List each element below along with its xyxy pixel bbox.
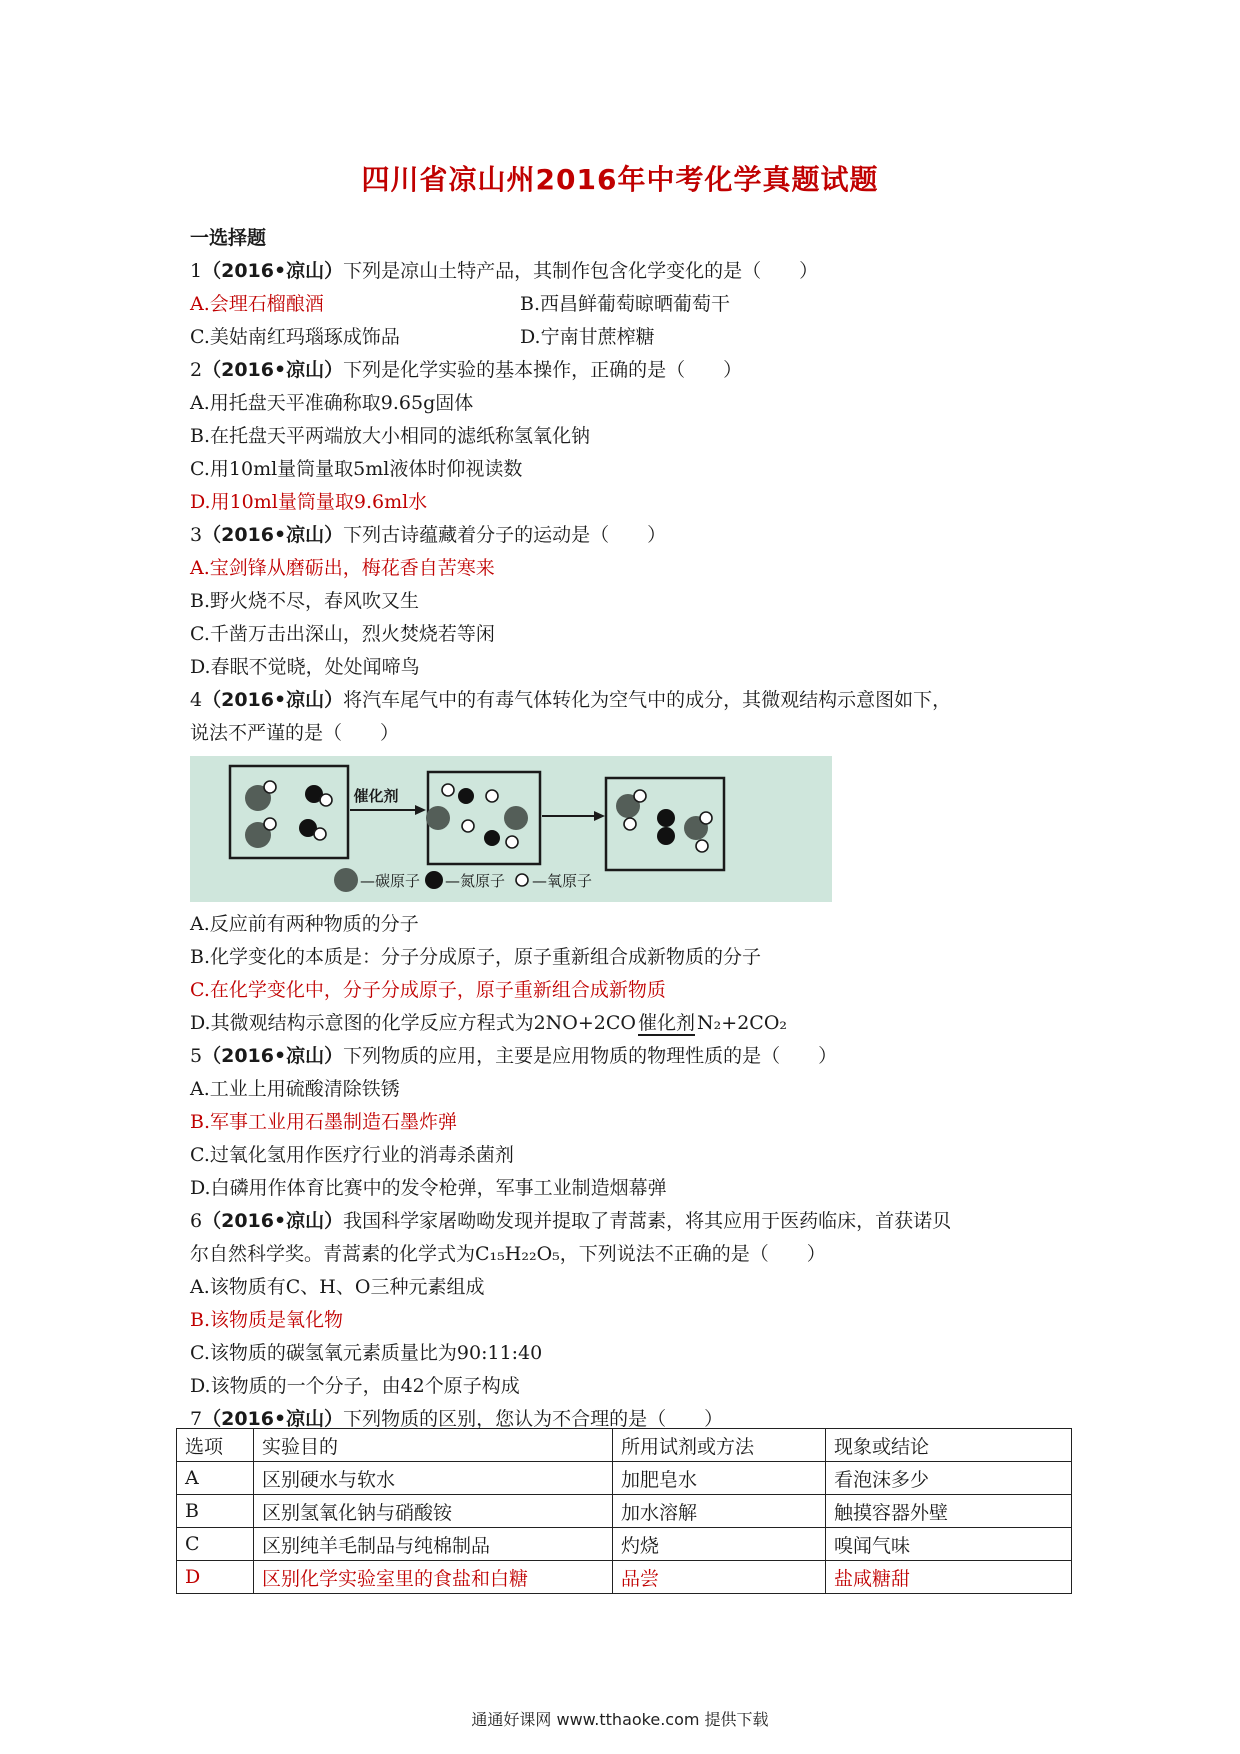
question-text: 下列物质的应用，主要是应用物质的物理性质的是（ ） bbox=[343, 1045, 838, 1067]
legend-oxygen-label: —氧原子 bbox=[532, 872, 593, 890]
question-number: 2 bbox=[190, 359, 203, 381]
question-5-stem bbox=[190, 1040, 1070, 1073]
table-cell: D bbox=[177, 1561, 254, 1594]
option-d: D.白磷用作体育比赛中的发令枪弹，军事工业制造烟幕弹 bbox=[190, 1177, 667, 1199]
oxygen-atom-icon bbox=[264, 818, 276, 830]
question-source-tag: （2016•凉山） bbox=[202, 1408, 344, 1430]
oxygen-atom-icon bbox=[320, 794, 332, 806]
question-number: 6 bbox=[190, 1210, 203, 1232]
question-text: 下列是凉山土特产品，其制作包含化学变化的是（ ） bbox=[343, 260, 819, 282]
section-heading: 一选择题 bbox=[190, 227, 267, 249]
question-1-options-row-2 bbox=[190, 321, 1070, 354]
carbon-atom-icon bbox=[426, 806, 450, 830]
oxygen-atom-icon bbox=[486, 790, 498, 802]
table-cell: 区别氢氧化钠与硝酸铵 bbox=[254, 1495, 613, 1528]
nitrogen-atom-icon bbox=[484, 830, 500, 846]
option-b: B.野火烧不尽，春风吹又生 bbox=[190, 590, 420, 612]
question-number: 4 bbox=[190, 689, 203, 711]
legend-nitrogen-label: —氮原子 bbox=[445, 872, 506, 890]
nitrogen-atom-icon bbox=[657, 827, 675, 845]
molecular-diagram bbox=[190, 756, 1070, 902]
table-row bbox=[177, 1528, 1072, 1561]
table-header-cell: 所用试剂或方法 bbox=[613, 1429, 826, 1462]
option-d: D.用10ml量筒量取9.6ml水 bbox=[190, 491, 428, 513]
oxygen-atom-icon bbox=[462, 820, 474, 832]
option-d: D.该物质的一个分子，由42个原子构成 bbox=[190, 1375, 520, 1397]
option-a: A.用托盘天平准确称取9.65g固体 bbox=[190, 392, 474, 414]
table-cell: 看泡沫多少 bbox=[826, 1462, 1072, 1495]
legend-carbon-icon bbox=[334, 868, 358, 892]
question-4-stem bbox=[190, 684, 1070, 717]
table-cell: 触摸容器外壁 bbox=[826, 1495, 1072, 1528]
table-cell: 区别硬水与软水 bbox=[254, 1462, 613, 1495]
page-footer: 通通好课网 www.tthaoke.com 提供下载 bbox=[471, 1710, 769, 1729]
option-d-equation-right: N₂+2CO₂ bbox=[697, 1012, 788, 1034]
oxygen-atom-icon bbox=[700, 812, 712, 824]
option-b: B.西昌鲜葡萄晾晒葡萄干 bbox=[520, 293, 731, 315]
question-source-tag: （2016•凉山） bbox=[202, 359, 344, 381]
question-4-stem-continued: 说法不严谨的是（ ） bbox=[190, 722, 400, 744]
exam-content bbox=[190, 222, 1070, 1436]
table-header-row bbox=[177, 1429, 1072, 1462]
table-row bbox=[177, 1462, 1072, 1495]
question-6-stem-continued: 尔自然科学奖。青蒿素的化学式为C₁₅H₂₂O₅，下列说法不正确的是（ ） bbox=[190, 1243, 826, 1265]
question-number: 3 bbox=[190, 524, 203, 546]
table-header-cell: 选项 bbox=[177, 1429, 254, 1462]
question-3-stem bbox=[190, 519, 1070, 552]
option-b: B.在托盘天平两端放大小相同的滤纸称氢氧化钠 bbox=[190, 425, 591, 447]
table-cell: B bbox=[177, 1495, 254, 1528]
option-c: C.过氧化氢用作医疗行业的消毒杀菌剂 bbox=[190, 1144, 514, 1166]
question-text: 下列是化学实验的基本操作，正确的是（ ） bbox=[343, 359, 743, 381]
option-c: C.用10ml量筒量取5ml液体时仰视读数 bbox=[190, 458, 523, 480]
table-header-cell: 实验目的 bbox=[254, 1429, 613, 1462]
carbon-atom-icon bbox=[504, 806, 528, 830]
table-cell: 品尝 bbox=[613, 1561, 826, 1594]
catalyst-condition: 催化剂 bbox=[638, 1012, 696, 1034]
option-a: A.该物质有C、H、O三种元素组成 bbox=[190, 1276, 485, 1298]
oxygen-atom-icon bbox=[442, 784, 454, 796]
question-text: 将汽车尾气中的有毒气体转化为空气中的成分，其微观结构示意图如下， bbox=[343, 689, 952, 711]
question-text: 下列物质的区别，您认为不合理的是（ ） bbox=[343, 1408, 724, 1430]
table-cell: 加肥皂水 bbox=[613, 1462, 826, 1495]
catalyst-label: 催化剂 bbox=[353, 787, 399, 805]
question-source-tag: （2016•凉山） bbox=[202, 260, 344, 282]
question-number: 5 bbox=[190, 1045, 203, 1067]
question-source-tag: （2016•凉山） bbox=[202, 524, 344, 546]
page-title: 四川省凉山州2016年中考化学真题试题 bbox=[361, 163, 879, 196]
option-b: B.军事工业用石墨制造石墨炸弹 bbox=[190, 1111, 458, 1133]
legend-nitrogen-icon bbox=[425, 871, 443, 889]
question-1-stem bbox=[190, 255, 1070, 288]
option-a: A.反应前有两种物质的分子 bbox=[190, 913, 419, 935]
question-number: 1 bbox=[190, 260, 203, 282]
question-7-table bbox=[176, 1428, 1072, 1594]
option-d bbox=[190, 1007, 1070, 1040]
question-1-options-row-1 bbox=[190, 288, 1070, 321]
nitrogen-atom-icon bbox=[657, 809, 675, 827]
question-number: 7 bbox=[190, 1408, 203, 1430]
option-d-equation-left: D.其微观结构示意图的化学反应方程式为2NO+2CO bbox=[190, 1012, 637, 1034]
question-source-tag: （2016•凉山） bbox=[202, 1045, 344, 1067]
oxygen-atom-icon bbox=[696, 840, 708, 852]
question-text: 我国科学家屠呦呦发现并提取了青蒿素，将其应用于医药临床，首获诺贝 bbox=[343, 1210, 952, 1232]
table-cell: A bbox=[177, 1462, 254, 1495]
question-2-stem bbox=[190, 354, 1070, 387]
reaction-diagram-image bbox=[190, 756, 832, 902]
option-b: B.化学变化的本质是：分子分成原子，原子重新组合成新物质的分子 bbox=[190, 946, 762, 968]
option-a: A.会理石榴酿酒 bbox=[190, 293, 324, 315]
question-6-stem bbox=[190, 1205, 1070, 1238]
option-c: C.美姑南红玛瑙琢成饰品 bbox=[190, 326, 400, 348]
oxygen-atom-icon bbox=[624, 818, 636, 830]
option-c: C.在化学变化中，分子分成原子，原子重新组合成新物质 bbox=[190, 979, 666, 1001]
option-a: A.工业上用硫酸清除铁锈 bbox=[190, 1078, 400, 1100]
table-row bbox=[177, 1495, 1072, 1528]
table-cell: 区别化学实验室里的食盐和白糖 bbox=[254, 1561, 613, 1594]
oxygen-atom-icon bbox=[634, 790, 646, 802]
legend-carbon-label: —碳原子 bbox=[360, 872, 421, 890]
diagram-background bbox=[190, 756, 832, 902]
nitrogen-atom-icon bbox=[458, 788, 474, 804]
table-cell: C bbox=[177, 1528, 254, 1561]
table-cell: 盐咸糖甜 bbox=[826, 1561, 1072, 1594]
table-cell: 区别纯羊毛制品与纯棉制品 bbox=[254, 1528, 613, 1561]
option-a: A.宝剑锋从磨砺出，梅花香自苦寒来 bbox=[190, 557, 495, 579]
question-source-tag: （2016•凉山） bbox=[202, 1210, 344, 1232]
option-c: C.千凿万击出深山，烈火焚烧若等闲 bbox=[190, 623, 495, 645]
table-row-answer bbox=[177, 1561, 1072, 1594]
option-d: D.春眠不觉晓，处处闻啼鸟 bbox=[190, 656, 420, 678]
table-cell: 嗅闻气味 bbox=[826, 1528, 1072, 1561]
oxygen-atom-icon bbox=[314, 828, 326, 840]
option-c: C.该物质的碳氢氧元素质量比为90:11:40 bbox=[190, 1342, 543, 1364]
table-header-cell: 现象或结论 bbox=[826, 1429, 1072, 1462]
question-source-tag: （2016•凉山） bbox=[202, 689, 344, 711]
table-cell: 加水溶解 bbox=[613, 1495, 826, 1528]
oxygen-atom-icon bbox=[506, 836, 518, 848]
question-text: 下列古诗蕴藏着分子的运动是（ ） bbox=[343, 524, 667, 546]
option-d: D.宁南甘蔗榨糖 bbox=[520, 326, 655, 348]
table-cell: 灼烧 bbox=[613, 1528, 826, 1561]
oxygen-atom-icon bbox=[264, 781, 276, 793]
legend-oxygen-icon bbox=[516, 874, 528, 886]
option-b: B.该物质是氧化物 bbox=[190, 1309, 344, 1331]
